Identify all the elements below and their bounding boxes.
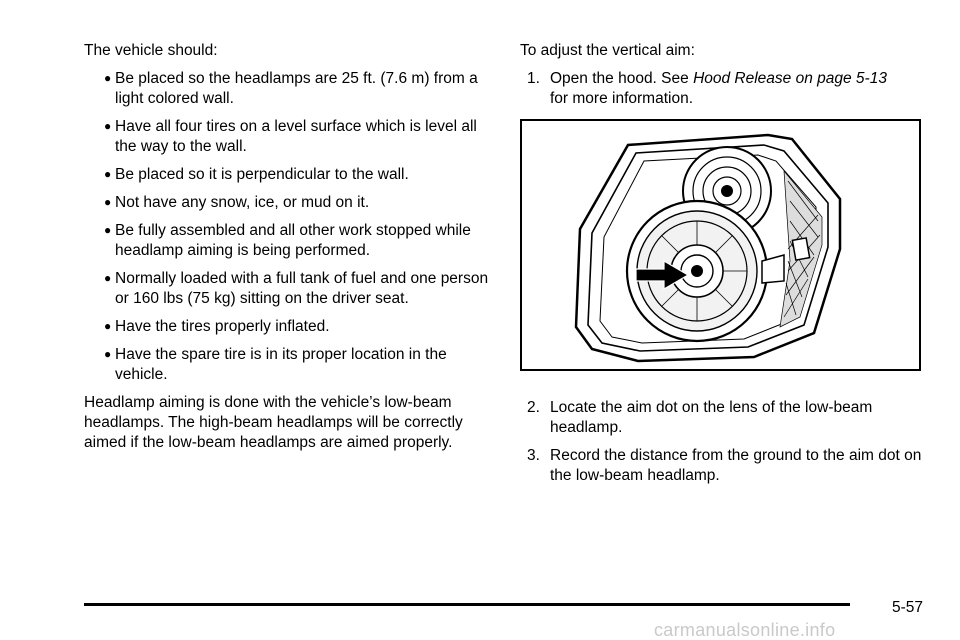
page-number: 5-57 [892,599,924,616]
list-item: ● Have the tires properly inflated. [104,318,330,335]
bullet-icon: ● [104,195,112,209]
list-item: ● Have all four tires on a level surface which is level all the way to the wall. [104,118,477,155]
step-text: Record the distance from the ground to the aim dot on the low-beam headlamp. [550,447,922,484]
bullet-icon: ● [104,71,112,85]
vehicle-should-intro: The vehicle should: [84,42,218,59]
step-number: 3. [527,447,540,464]
bullet-icon: ● [104,271,112,285]
footer-rule [84,603,850,606]
list-item: ● Have the spare tire is in its proper location in the vehicle. [104,346,447,383]
step-text: Locate the aim dot on the lens of the low-beam headlamp. [550,399,873,436]
requirements-list [84,69,494,385]
left-column [84,41,494,453]
bullet-icon: ● [104,119,112,133]
list-item: ● Be placed so the headlamps are 25 ft. (7.6 m) from a light colored wall. [104,70,478,107]
list-item: ● Not have any snow, ice, or mud on it. [104,194,370,211]
step-text: Open the hood. See [550,70,694,87]
bullet-icon: ● [104,347,112,361]
remaining-steps [520,398,925,494]
bullet-icon: ● [104,223,112,237]
list-item: ● Be placed so it is perpendicular to the wall. [104,166,409,183]
headlamp-assembly-illustration [522,121,919,369]
steps-list-continued [520,398,925,486]
headlamp-figure [520,119,921,371]
right-column [520,41,925,117]
list-item: ● Be fully assembled and all other work stopped while headlamp aiming is being performed. [104,222,471,259]
step-number: 1. [527,70,540,87]
vertical-aim-intro: To adjust the vertical aim: [520,42,695,59]
step-item [520,446,925,486]
step-item [520,69,925,109]
step-item [520,398,925,438]
hood-release-reference[interactable]: Hood Release on page 5-13 [693,70,887,87]
steps-list [520,69,925,109]
aiming-paragraph: Headlamp aiming is done with the vehicle’s low-beam headlamps. The high-beam headlamps will be correctly aimed if the low-beam headlamps are aimed properly. [84,394,463,451]
step-number: 2. [527,399,540,416]
bullet-icon: ● [104,319,112,333]
watermark: carmanualsonline.info [654,620,836,640]
list-item: ● Normally loaded with a full tank of fuel and one person or 160 lbs (75 kg) sitting on the driver seat. [104,270,489,307]
bullet-icon: ● [104,167,112,181]
step-text-continued: for more information. [550,90,693,107]
